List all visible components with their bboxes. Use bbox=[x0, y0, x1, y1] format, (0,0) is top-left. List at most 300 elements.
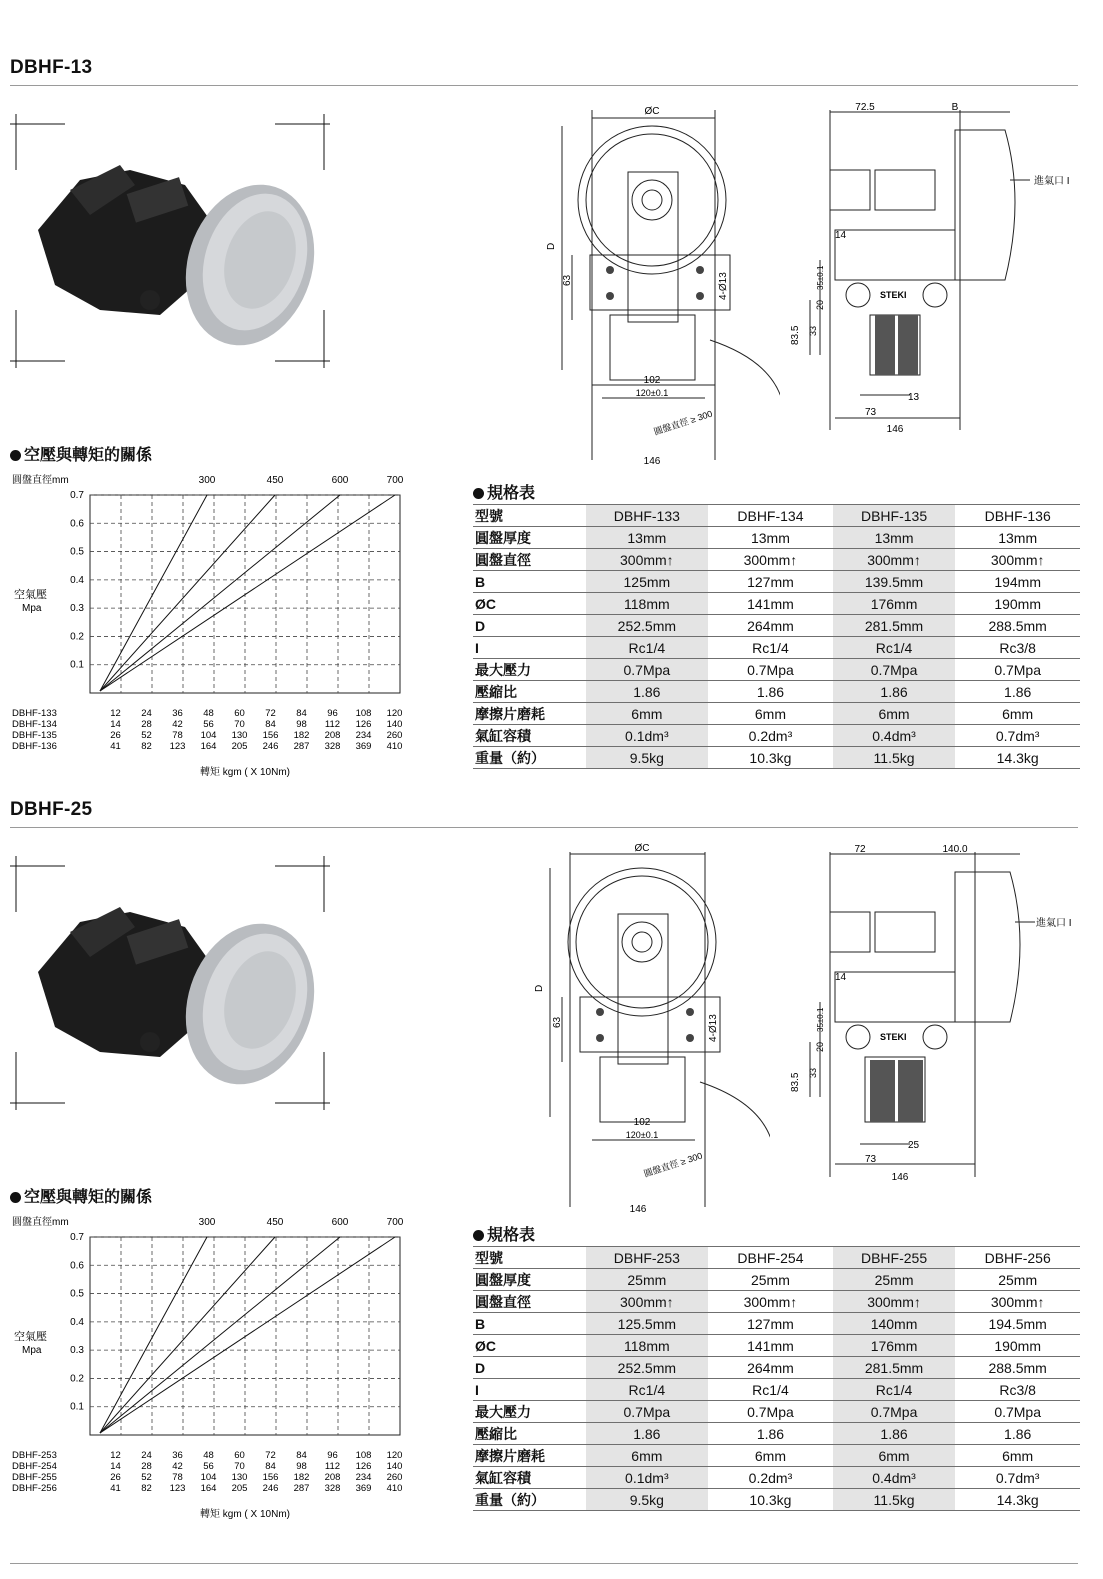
front-view-drawing bbox=[540, 100, 780, 470]
spec-cell: 0.7Mpa bbox=[833, 659, 956, 681]
table-row bbox=[473, 593, 1080, 615]
spec-cell: 125.5mm bbox=[586, 1313, 709, 1335]
torque-value: 182 bbox=[293, 1472, 310, 1483]
holes-label: 4-Ø13 bbox=[718, 272, 729, 300]
phi-c-label: ØC bbox=[644, 106, 660, 117]
top-tick-label: 450 bbox=[266, 475, 284, 486]
spec-cell: 300mm↑ bbox=[833, 1291, 956, 1313]
torque-value: 28 bbox=[141, 719, 152, 730]
disc-label: 圓盤直徑 ≥ 300 bbox=[652, 408, 714, 437]
spec-cell: 176mm bbox=[833, 1335, 956, 1357]
diameter-line bbox=[100, 495, 340, 691]
bullet-icon bbox=[10, 450, 21, 461]
row-label: 氣缸容積 bbox=[473, 1467, 586, 1489]
torque-value: 140 bbox=[386, 719, 403, 730]
torque-value: 84 bbox=[265, 1461, 276, 1472]
d-label: D bbox=[534, 984, 545, 992]
spec-heading: 規格表 bbox=[473, 480, 535, 503]
y-tick-label: 0.4 bbox=[70, 1316, 84, 1328]
dim-63-label: 63 bbox=[552, 1016, 563, 1028]
torque-value: 120 bbox=[386, 708, 403, 719]
torque-value: 156 bbox=[262, 730, 279, 741]
table-row bbox=[473, 1335, 1080, 1357]
table-row bbox=[473, 615, 1080, 637]
row-label: 圓盤厚度 bbox=[473, 1269, 586, 1291]
footer-divider bbox=[10, 1563, 1078, 1564]
spec-cell: Rc3/8 bbox=[955, 1379, 1080, 1401]
spec-table bbox=[473, 1246, 1080, 1511]
spec-cell: 0.7Mpa bbox=[586, 659, 709, 681]
spec-cell: Rc1/4 bbox=[833, 1379, 956, 1401]
spec-cell: 300mm↑ bbox=[955, 1291, 1080, 1313]
y-axis-unit: Mpa bbox=[22, 1345, 42, 1356]
spec-cell: 1.86 bbox=[708, 1423, 833, 1445]
spec-cell: 9.5kg bbox=[586, 747, 709, 769]
torque-value: 84 bbox=[265, 719, 276, 730]
torque-value: 52 bbox=[141, 1472, 152, 1483]
top-tick-label: 450 bbox=[266, 1217, 284, 1228]
spec-cell: 10.3kg bbox=[708, 1489, 833, 1511]
torque-value: 42 bbox=[172, 719, 183, 730]
spec-cell: 6mm bbox=[955, 703, 1080, 725]
spec-cell: 6mm bbox=[833, 1445, 956, 1467]
table-row bbox=[473, 1269, 1080, 1291]
torque-value: 26 bbox=[110, 1472, 121, 1483]
y-axis-unit: Mpa bbox=[22, 603, 42, 614]
spec-cell: 10.3kg bbox=[708, 747, 833, 769]
row-label: 最大壓力 bbox=[473, 1401, 586, 1423]
diameter-line bbox=[100, 1237, 340, 1433]
series-name: DBHF-133 bbox=[12, 708, 57, 719]
spec-cell: 0.1dm³ bbox=[586, 1467, 709, 1489]
dim-35-label: 35±0.1 bbox=[816, 265, 825, 290]
torque-value: 234 bbox=[355, 1472, 372, 1483]
torque-value: 205 bbox=[231, 1483, 248, 1494]
torque-value: 205 bbox=[231, 741, 248, 752]
spec-cell: 176mm bbox=[833, 593, 956, 615]
spec-cell: 127mm bbox=[708, 571, 833, 593]
torque-value: 328 bbox=[324, 1483, 341, 1494]
row-label: 圓盤直徑 bbox=[473, 549, 586, 571]
dim-25-label: 25 bbox=[908, 1140, 920, 1151]
section-divider bbox=[10, 85, 1078, 86]
spec-cell: 6mm bbox=[708, 1445, 833, 1467]
dim-102-label: 102 bbox=[643, 375, 661, 386]
dim-83-label: 83.5 bbox=[790, 1072, 801, 1092]
spec-cell: 25mm bbox=[833, 1269, 956, 1291]
torque-value: 130 bbox=[231, 730, 248, 741]
y-axis-label: 空氣壓 bbox=[14, 1331, 47, 1343]
spec-cell: 6mm bbox=[586, 1445, 709, 1467]
y-tick-label: 0.7 bbox=[70, 490, 84, 501]
diameter-line bbox=[100, 1237, 275, 1433]
bullet-icon bbox=[473, 1230, 484, 1241]
y-tick-label: 0.5 bbox=[70, 546, 84, 558]
inlet-label: 進氣口 I bbox=[1034, 176, 1070, 187]
spec-cell: 288.5mm bbox=[955, 1357, 1080, 1379]
row-label: 重量（約） bbox=[473, 747, 586, 769]
torque-value: 234 bbox=[355, 730, 372, 741]
spec-cell: 0.4dm³ bbox=[833, 1467, 956, 1489]
spec-cell: Rc1/4 bbox=[708, 637, 833, 659]
row-label: I bbox=[473, 1379, 586, 1401]
row-label: 型號 bbox=[473, 1247, 586, 1269]
torque-value: 72 bbox=[265, 1450, 276, 1461]
spec-cell: 118mm bbox=[586, 1335, 709, 1357]
torque-value: 112 bbox=[324, 1461, 341, 1472]
row-label: 型號 bbox=[473, 505, 586, 527]
spec-cell: 0.7Mpa bbox=[586, 1401, 709, 1423]
table-row bbox=[473, 1313, 1080, 1335]
spec-cell: DBHF-254 bbox=[708, 1247, 833, 1269]
spec-cell: 190mm bbox=[955, 1335, 1080, 1357]
torque-value: 287 bbox=[293, 741, 310, 752]
table-row bbox=[473, 1445, 1080, 1467]
torque-value: 60 bbox=[234, 1450, 245, 1461]
section-dbhf-25 bbox=[0, 742, 1103, 1542]
torque-value: 70 bbox=[234, 1461, 245, 1472]
dim-72-label: 72 bbox=[854, 844, 866, 855]
row-label: 摩擦片磨耗 bbox=[473, 1445, 586, 1467]
spec-cell: 194mm bbox=[955, 571, 1080, 593]
table-row bbox=[473, 681, 1080, 703]
spec-cell: 0.7Mpa bbox=[955, 1401, 1080, 1423]
dim-102-label: 102 bbox=[633, 1117, 651, 1128]
y-axis-label: 空氣壓 bbox=[14, 589, 47, 601]
table-row bbox=[473, 1291, 1080, 1313]
brand-label: STEKI bbox=[880, 1032, 907, 1042]
spec-cell: 300mm↑ bbox=[708, 549, 833, 571]
top-axis-label: 圓盤直徑mm bbox=[12, 475, 69, 486]
table-row bbox=[473, 527, 1080, 549]
torque-value: 260 bbox=[386, 730, 403, 741]
dim-120-label: 120±0.1 bbox=[635, 388, 669, 398]
dim-72-label: 72.5 bbox=[855, 102, 875, 113]
spec-cell: 190mm bbox=[955, 593, 1080, 615]
spec-cell: DBHF-134 bbox=[708, 505, 833, 527]
torque-value: 287 bbox=[293, 1483, 310, 1494]
spec-cell: 11.5kg bbox=[833, 747, 956, 769]
torque-value: 78 bbox=[172, 1472, 183, 1483]
spec-cell: 13mm bbox=[833, 527, 956, 549]
torque-value: 52 bbox=[141, 730, 152, 741]
spec-cell: 6mm bbox=[955, 1445, 1080, 1467]
spec-cell: 0.2dm³ bbox=[708, 725, 833, 747]
torque-value: 182 bbox=[293, 730, 310, 741]
torque-value: 96 bbox=[327, 708, 338, 719]
front-view-drawing bbox=[530, 842, 770, 1217]
spec-cell: 14.3kg bbox=[955, 1489, 1080, 1511]
torque-value: 140 bbox=[386, 1461, 403, 1472]
torque-value: 56 bbox=[203, 1461, 214, 1472]
spec-cell: DBHF-136 bbox=[955, 505, 1080, 527]
torque-value: 56 bbox=[203, 719, 214, 730]
holes-label: 4-Ø13 bbox=[708, 1014, 719, 1042]
series-name: DBHF-255 bbox=[12, 1472, 57, 1483]
spec-cell: 11.5kg bbox=[833, 1489, 956, 1511]
spec-cell: 25mm bbox=[708, 1269, 833, 1291]
inlet-label: 進氣口 I bbox=[1036, 918, 1072, 929]
torque-value: 123 bbox=[169, 1483, 186, 1494]
torque-value: 208 bbox=[324, 730, 341, 741]
product-photo bbox=[10, 110, 330, 370]
row-label: 最大壓力 bbox=[473, 659, 586, 681]
torque-value: 123 bbox=[169, 741, 186, 752]
spec-cell: 194.5mm bbox=[955, 1313, 1080, 1335]
dim-146-label: 146 bbox=[629, 1204, 647, 1215]
spec-cell: 14.3kg bbox=[955, 747, 1080, 769]
dim-13-label: 13 bbox=[908, 392, 920, 403]
y-tick-label: 0.3 bbox=[70, 603, 84, 615]
spec-cell: 300mm↑ bbox=[586, 549, 709, 571]
torque-value: 70 bbox=[234, 719, 245, 730]
dim-20-label: 20 bbox=[815, 1041, 825, 1052]
series-name: DBHF-254 bbox=[12, 1461, 57, 1472]
torque-value: 98 bbox=[296, 1461, 307, 1472]
torque-value: 72 bbox=[265, 708, 276, 719]
table-row bbox=[473, 703, 1080, 725]
row-label: 圓盤直徑 bbox=[473, 1291, 586, 1313]
dim-146-label: 146 bbox=[886, 424, 904, 435]
spec-cell: 0.7Mpa bbox=[708, 1401, 833, 1423]
torque-value: 410 bbox=[386, 1483, 403, 1494]
row-label: 氣缸容積 bbox=[473, 725, 586, 747]
spec-cell: 281.5mm bbox=[833, 1357, 956, 1379]
spec-cell: 1.86 bbox=[955, 681, 1080, 703]
top-tick-label: 600 bbox=[331, 1217, 349, 1228]
spec-cell: 118mm bbox=[586, 593, 709, 615]
table-row bbox=[473, 1401, 1080, 1423]
spec-cell: DBHF-255 bbox=[833, 1247, 956, 1269]
dim-14-label: 14 bbox=[835, 972, 847, 983]
spec-cell: Rc1/4 bbox=[708, 1379, 833, 1401]
spec-cell: DBHF-253 bbox=[586, 1247, 709, 1269]
torque-value: 104 bbox=[200, 1472, 217, 1483]
spec-cell: 300mm↑ bbox=[586, 1291, 709, 1313]
torque-value: 246 bbox=[262, 741, 279, 752]
diameter-line bbox=[100, 495, 395, 691]
spec-table bbox=[473, 504, 1080, 769]
row-label: D bbox=[473, 615, 586, 637]
spec-cell: DBHF-135 bbox=[833, 505, 956, 527]
torque-value: 98 bbox=[296, 719, 307, 730]
spec-cell: 9.5kg bbox=[586, 1489, 709, 1511]
torque-value: 260 bbox=[386, 1472, 403, 1483]
table-row bbox=[473, 1489, 1080, 1511]
top-tick-label: 300 bbox=[198, 1217, 216, 1228]
torque-value: 410 bbox=[386, 741, 403, 752]
y-tick-label: 0.4 bbox=[70, 574, 84, 586]
spec-cell: 1.86 bbox=[833, 681, 956, 703]
spec-cell: 6mm bbox=[708, 703, 833, 725]
y-tick-label: 0.2 bbox=[70, 1373, 84, 1385]
bullet-icon bbox=[473, 488, 484, 499]
torque-value: 41 bbox=[110, 1483, 121, 1494]
spec-cell: 300mm↑ bbox=[833, 549, 956, 571]
spec-cell: 0.2dm³ bbox=[708, 1467, 833, 1489]
dim-33-label: 33 bbox=[808, 325, 818, 336]
torque-value: 48 bbox=[203, 708, 214, 719]
y-tick-label: 0.7 bbox=[70, 1232, 84, 1243]
torque-value: 41 bbox=[110, 741, 121, 752]
spec-cell: 0.7Mpa bbox=[955, 659, 1080, 681]
series-name: DBHF-253 bbox=[12, 1450, 57, 1461]
torque-value: 36 bbox=[172, 1450, 183, 1461]
d-label: D bbox=[546, 242, 557, 250]
table-row bbox=[473, 659, 1080, 681]
y-tick-label: 0.1 bbox=[70, 659, 84, 671]
diameter-line bbox=[100, 1237, 207, 1433]
torque-value: 84 bbox=[296, 1450, 307, 1461]
row-label: D bbox=[473, 1357, 586, 1379]
spec-cell: 125mm bbox=[586, 571, 709, 593]
row-label: ØC bbox=[473, 593, 586, 615]
spec-cell: 1.86 bbox=[708, 681, 833, 703]
spec-cell: DBHF-133 bbox=[586, 505, 709, 527]
series-name: DBHF-256 bbox=[12, 1483, 57, 1494]
spec-cell: 6mm bbox=[833, 703, 956, 725]
spec-cell: 0.7dm³ bbox=[955, 725, 1080, 747]
spec-cell: 1.86 bbox=[955, 1423, 1080, 1445]
torque-value: 164 bbox=[200, 741, 217, 752]
chart-heading: 空壓與轉矩的關係 bbox=[10, 1184, 152, 1207]
section-divider bbox=[10, 827, 1078, 828]
torque-value: 126 bbox=[355, 719, 372, 730]
torque-value: 120 bbox=[386, 1450, 403, 1461]
spec-cell: 264mm bbox=[708, 1357, 833, 1379]
y-tick-label: 0.2 bbox=[70, 631, 84, 643]
dim-146-label: 146 bbox=[891, 1172, 909, 1183]
section-title: DBHF-25 bbox=[10, 799, 93, 820]
torque-value: 82 bbox=[141, 741, 152, 752]
chart-heading: 空壓與轉矩的關係 bbox=[10, 442, 152, 465]
b-label: B bbox=[951, 102, 959, 113]
spec-cell: 13mm bbox=[955, 527, 1080, 549]
y-tick-label: 0.6 bbox=[70, 518, 84, 530]
spec-heading: 規格表 bbox=[473, 1222, 535, 1245]
spec-cell: 13mm bbox=[708, 527, 833, 549]
spec-cell: 0.7Mpa bbox=[833, 1401, 956, 1423]
y-tick-label: 0.5 bbox=[70, 1288, 84, 1300]
side-view-drawing bbox=[780, 842, 1080, 1187]
bullet-icon bbox=[10, 1192, 21, 1203]
top-axis-label: 圓盤直徑mm bbox=[12, 1217, 69, 1228]
diameter-line bbox=[100, 1237, 395, 1433]
spec-cell: DBHF-256 bbox=[955, 1247, 1080, 1269]
torque-value: 26 bbox=[110, 730, 121, 741]
torque-value: 48 bbox=[203, 1450, 214, 1461]
b-label: 140.0 bbox=[942, 844, 968, 855]
row-label: B bbox=[473, 1313, 586, 1335]
spec-cell: 127mm bbox=[708, 1313, 833, 1335]
spec-cell: 139.5mm bbox=[833, 571, 956, 593]
row-label: B bbox=[473, 571, 586, 593]
spec-cell: 252.5mm bbox=[586, 615, 709, 637]
spec-cell: 0.4dm³ bbox=[833, 725, 956, 747]
spec-cell: 0.7dm³ bbox=[955, 1467, 1080, 1489]
torque-value: 156 bbox=[262, 1472, 279, 1483]
dim-35-label: 35±0.1 bbox=[816, 1007, 825, 1032]
torque-value: 24 bbox=[141, 1450, 152, 1461]
spec-cell: 6mm bbox=[586, 703, 709, 725]
row-label: ØC bbox=[473, 1335, 586, 1357]
spec-cell: 1.86 bbox=[833, 1423, 956, 1445]
row-label: 圓盤厚度 bbox=[473, 527, 586, 549]
torque-value: 24 bbox=[141, 708, 152, 719]
table-row bbox=[473, 1379, 1080, 1401]
dim-33-label: 33 bbox=[808, 1067, 818, 1078]
phi-c-label: ØC bbox=[634, 843, 650, 854]
side-view-drawing bbox=[780, 100, 1080, 440]
spec-cell: 281.5mm bbox=[833, 615, 956, 637]
torque-value: 369 bbox=[355, 1483, 372, 1494]
top-tick-label: 700 bbox=[386, 475, 404, 486]
y-tick-label: 0.6 bbox=[70, 1260, 84, 1272]
dim-63-label: 63 bbox=[562, 274, 573, 286]
dim-73-label: 73 bbox=[865, 1154, 877, 1165]
spec-cell: 13mm bbox=[586, 527, 709, 549]
torque-value: 126 bbox=[355, 1461, 372, 1472]
spec-cell: 252.5mm bbox=[586, 1357, 709, 1379]
spec-cell: 264mm bbox=[708, 615, 833, 637]
spec-cell: 1.86 bbox=[586, 681, 709, 703]
dim-120-label: 120±0.1 bbox=[625, 1130, 659, 1140]
torque-value: 112 bbox=[324, 719, 341, 730]
dim-73-label: 73 bbox=[865, 407, 877, 418]
spec-cell: 141mm bbox=[708, 1335, 833, 1357]
y-tick-label: 0.1 bbox=[70, 1401, 84, 1413]
spec-cell: 25mm bbox=[955, 1269, 1080, 1291]
torque-value: 60 bbox=[234, 708, 245, 719]
y-tick-label: 0.3 bbox=[70, 1345, 84, 1357]
diameter-line bbox=[100, 495, 207, 691]
row-label: 重量（約） bbox=[473, 1489, 586, 1511]
table-row bbox=[473, 1423, 1080, 1445]
dim-83-label: 83.5 bbox=[790, 325, 801, 345]
spec-cell: Rc1/4 bbox=[833, 637, 956, 659]
dim-20-label: 20 bbox=[815, 299, 825, 310]
disc-label: 圓盤直徑 ≥ 300 bbox=[642, 1150, 704, 1179]
table-row bbox=[473, 1467, 1080, 1489]
spec-cell: 288.5mm bbox=[955, 615, 1080, 637]
dim-146-label: 146 bbox=[643, 456, 661, 467]
spec-cell: Rc1/4 bbox=[586, 1379, 709, 1401]
torque-value: 14 bbox=[110, 1461, 121, 1472]
torque-value: 12 bbox=[110, 1450, 121, 1461]
top-tick-label: 600 bbox=[331, 475, 349, 486]
pressure-torque-chart bbox=[10, 1207, 430, 1537]
section-title: DBHF-13 bbox=[10, 57, 93, 78]
row-label: 壓縮比 bbox=[473, 681, 586, 703]
torque-value: 208 bbox=[324, 1472, 341, 1483]
spec-cell: 300mm↑ bbox=[708, 1291, 833, 1313]
diameter-line bbox=[100, 495, 275, 691]
torque-value: 96 bbox=[327, 1450, 338, 1461]
torque-value: 12 bbox=[110, 708, 121, 719]
table-row bbox=[473, 1357, 1080, 1379]
torque-value: 246 bbox=[262, 1483, 279, 1494]
torque-value: 164 bbox=[200, 1483, 217, 1494]
table-row bbox=[473, 637, 1080, 659]
x-axis-label: 轉矩 kgm ( X 10Nm) bbox=[199, 1509, 291, 1520]
product-photo bbox=[10, 852, 330, 1112]
torque-value: 28 bbox=[141, 1461, 152, 1472]
spec-cell: 0.1dm³ bbox=[586, 725, 709, 747]
spec-cell: Rc3/8 bbox=[955, 637, 1080, 659]
torque-value: 369 bbox=[355, 741, 372, 752]
series-name: DBHF-136 bbox=[12, 741, 57, 752]
dim-14-label: 14 bbox=[835, 230, 847, 241]
